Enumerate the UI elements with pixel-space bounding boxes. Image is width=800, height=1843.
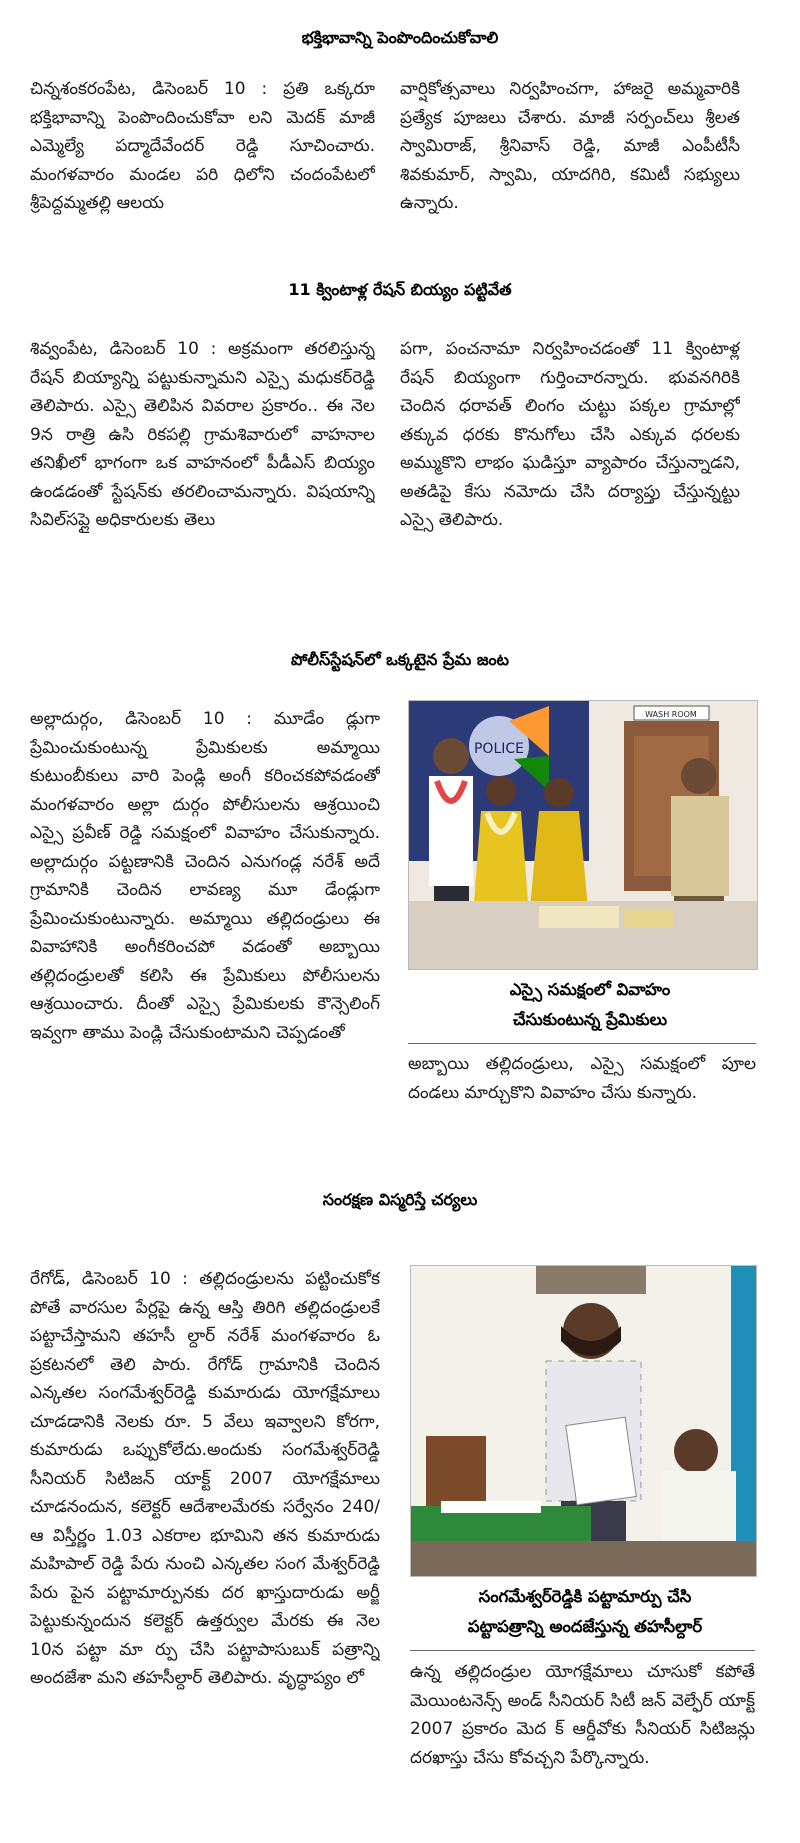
article-love-couple-col2-text: అబ్బాయి తల్లిదండ్రులు, ఎస్సై సమక్షంలో పూల దండలు మార్చుకొని వివాహం చేసు కున్నారు.: [408, 1054, 756, 1103]
article-love-couple-col1-text: అల్లాదుర్గం, డిసెంబర్ 10 : మూడేం డ్లుగా ప్రేమించుకుంటున్న ప్రేమికులకు అమ్మాయి కుటుంబీకులు వారి పెండ్లి అంగీ కరించకపోవడంతో మంగళవారం అల్లా దుర్గం పోలీసులను ఆశ్రయించి ఎస్సై ప్రవీణ్ రెడ్డి సమక్షంలో వివాహం చేసుకున్నారు. అల్లాదుర్గం పట్టణానికి చెందిన ఎనుగండ్ల నరేశ్ అదే గ్రామానికి చెందిన లావణ్య మూ డేండ్లుగా ప్రేమించుకుంటున్నారు. అమ్మాయి తల్లిదండ్రులు ఈ వివాహానికి అంగీకరించపో వడంతో అబ్బాయి తల్లిదండ్రులతో కలిసి ఈ ప్రేమికులు పోలీసులను ఆశ్రయించారు. దీంతో ఎస్సై ప్రేమికులకు కౌన్సెలింగ్ ఇవ్వగా తాము పెండ్లి చేసుకుంటామని చెప్పడంతో: [30, 709, 380, 1043]
article-parents-care-col2-text: ఉన్న తల్లిదండ్రుల యోగక్షేమాలు చూసుకో కపోతే మెయింటనెన్స్ అండ్ సీనియర్ సిటీ జన్ వెల్ఫేర్ యాక్ట్ 2007 ప్రకారం మెద క్ ఆర్డీవోకు సీనియర్ సిటిజన్లు దరఖాస్తు చేసు కోవచ్చని పేర్కొన్నారు.: [410, 1662, 755, 1768]
article-ration-col1-text: శివ్వంపేట, డిసెంబర్ 10 : అక్రమంగా తరలిస్తున్న రేషన్ బియ్యాన్ని పట్టుకున్నామని ఎస్సై మధుకర్‌రెడ్డి తెలిపారు. ఎస్సై తెలిపిన వివరాల ప్రకారం.. ఈ నెల 9న రాత్రి ఉసి రికపల్లి గ్రామశివారులో వాహనాల తనిఖీలో భాగంగా ఒక వాహనంలో పీడీఎస్ బియ్యం ఉండడంతో స్టేషన్‌కు తరలించామన్నారు. విషయాన్ని సివిల్‌సప్లై అధికారులకు తెలు: [30, 339, 375, 530]
article-parents-care-col2: [410, 1658, 755, 1833]
article-ration-col1: [30, 335, 375, 620]
article-bhakti-col1: [30, 75, 375, 235]
article-ration-col2-text: పగా, పంచనామా నిర్వహించడంతో 11 క్వింటాళ్ల రేషన్ బియ్యంగా గుర్తించారన్నారు. భువనగిరికి చెందిన ధరావత్ లింగం చుట్టు పక్కల గ్రామాల్లో తక్కువ ధరకు కొనుగోలు చేసి ఎక్కువ ధరలకు అమ్ముకొని లాభం ఘడిస్తూ వ్యాపారం చేస్తున్నాడని, అతడిపై కేసు నమోదు చేసి దర్యాప్తు చేస్తున్నట్టు ఎస్సై తెలిపారు.: [400, 339, 740, 530]
article-parents-care-col1: [30, 1265, 380, 1835]
wash-room-sign: WASH ROOM: [645, 710, 697, 719]
headline-parents-care: సంరక్షణ విస్మరిస్తే చర్యలు: [322, 1190, 478, 1209]
headline-love-couple: పోలీస్‌స్టేషన్‌లో ఒక్కటైన ప్రేమ జంట: [291, 650, 509, 669]
caption-divider-1: [408, 1043, 756, 1044]
wedding-photo: [408, 700, 758, 970]
article-parents-care-col1-text: రేగోడ్, డిసెంబర్ 10 : తల్లిదండ్రులను పట్టించుకోక పోతే వారసుల పేర్లపై ఉన్న ఆస్తి తిరిగి తల్లిదండ్రులకే పట్టాచేస్తామని తహసీ ల్దార్ నరేశ్ మంగళవారం ఓ ప్రకటనలో తెలి పారు. రేగోడ్ గ్రామానికి చెందిన ఎన్కతల సంగమేశ్వర్‌రెడ్డి కుమారుడు యోగక్షేమాలు చూడడానికి నెలకు రూ. 5 వేలు ఇవ్వాలని కోరగా, కుమారుడు ఒప్పుకోలేదు.అందుకు సంగమేశ్వర్‌రెడ్డి సీనియర్ సిటిజన్ యాక్ట్ 2007 యోగక్షేమాలు చూడనందున, కలెక్టర్ ఆదేశాలమేరకు సర్వేనం 240/ఆ విస్తీర్ణం 1.03 ఎకరాల భూమిని తన కుమారుడు మహిపాల్ రెడ్డి పేరు నుంచి ఎన్కతల సంగ మేశ్వర్‌రెడ్డి పేరు పైన పట్టామార్పునకు దర ఖాస్తుదారుడు అర్జీ పెట్టుకున్నందున కలెక్టర్ ఉత్తర్వుల మేరకు ఈ నెల 10న పట్టా మా ర్పు చేసి పట్టాపాసుబుక్ పత్రాన్ని అందజేశా మని తహసీల్దార్ తెలిపారు. వృద్ధాప్యం లో: [30, 1269, 380, 1688]
headline-ration: 11 క్వింటాళ్ల రేషన్ బియ్యం పట్టివేత: [288, 280, 512, 299]
headline-bhakti: భక్తిభావాన్ని పెంపొందించుకోవాలి: [301, 28, 499, 47]
wedding-photo-illustration: [409, 701, 757, 969]
tahsildar-photo-caption: సంగమేశ్వర్‌రెడ్డికి పట్టామార్పు చేసి పట్టాపత్రాన్ని అందజేస్తున్న తహసీల్దార్: [467, 1587, 703, 1636]
article-bhakti-col1-text: చిన్నశంకరంపేట, డిసెంబర్ 10 : ప్రతి ఒక్కరూ భక్తిభావాన్ని పెంపొందించుకోవా లని మెదక్ మాజీ ఎమ్మెల్యే పద్మాదేవేందర్ రెడ్డి సూచించారు. మంగళవారం మండల పరి ధిలోని చందంపేటలో శ్రీపెద్దమ్మతల్లి ఆలయ: [30, 79, 375, 213]
article-bhakti-col2: [400, 75, 740, 235]
police-emblem-text: POLICE: [473, 741, 525, 757]
article-bhakti-col2-text: వార్షికోత్సవాలు నిర్వహించగా, హాజరై అమ్మవారికి ప్రత్యేక పూజలు చేశారు. మాజీ సర్పంచ్‌లు శ్రీలత స్వామిరాజ్, శ్రీనివాస్ రెడ్డి, మాజీ ఎంపీటీసీ శివకుమార్, స్వామి, యాదగిరి, కమిటీ సభ్యులు ఉన్నారు.: [400, 79, 740, 213]
article-love-couple-col2: [408, 1050, 756, 1140]
tahsildar-photo-illustration: [411, 1266, 756, 1576]
article-ration-col2: [400, 335, 740, 620]
article-love-couple-col1: [30, 705, 380, 1145]
caption-divider-2: [410, 1650, 755, 1651]
tahsildar-photo: [410, 1265, 757, 1577]
wedding-photo-caption: ఎస్సై సమక్షంలో వివాహం చేసుకుంటున్న ప్రేమికులు: [509, 980, 671, 1029]
